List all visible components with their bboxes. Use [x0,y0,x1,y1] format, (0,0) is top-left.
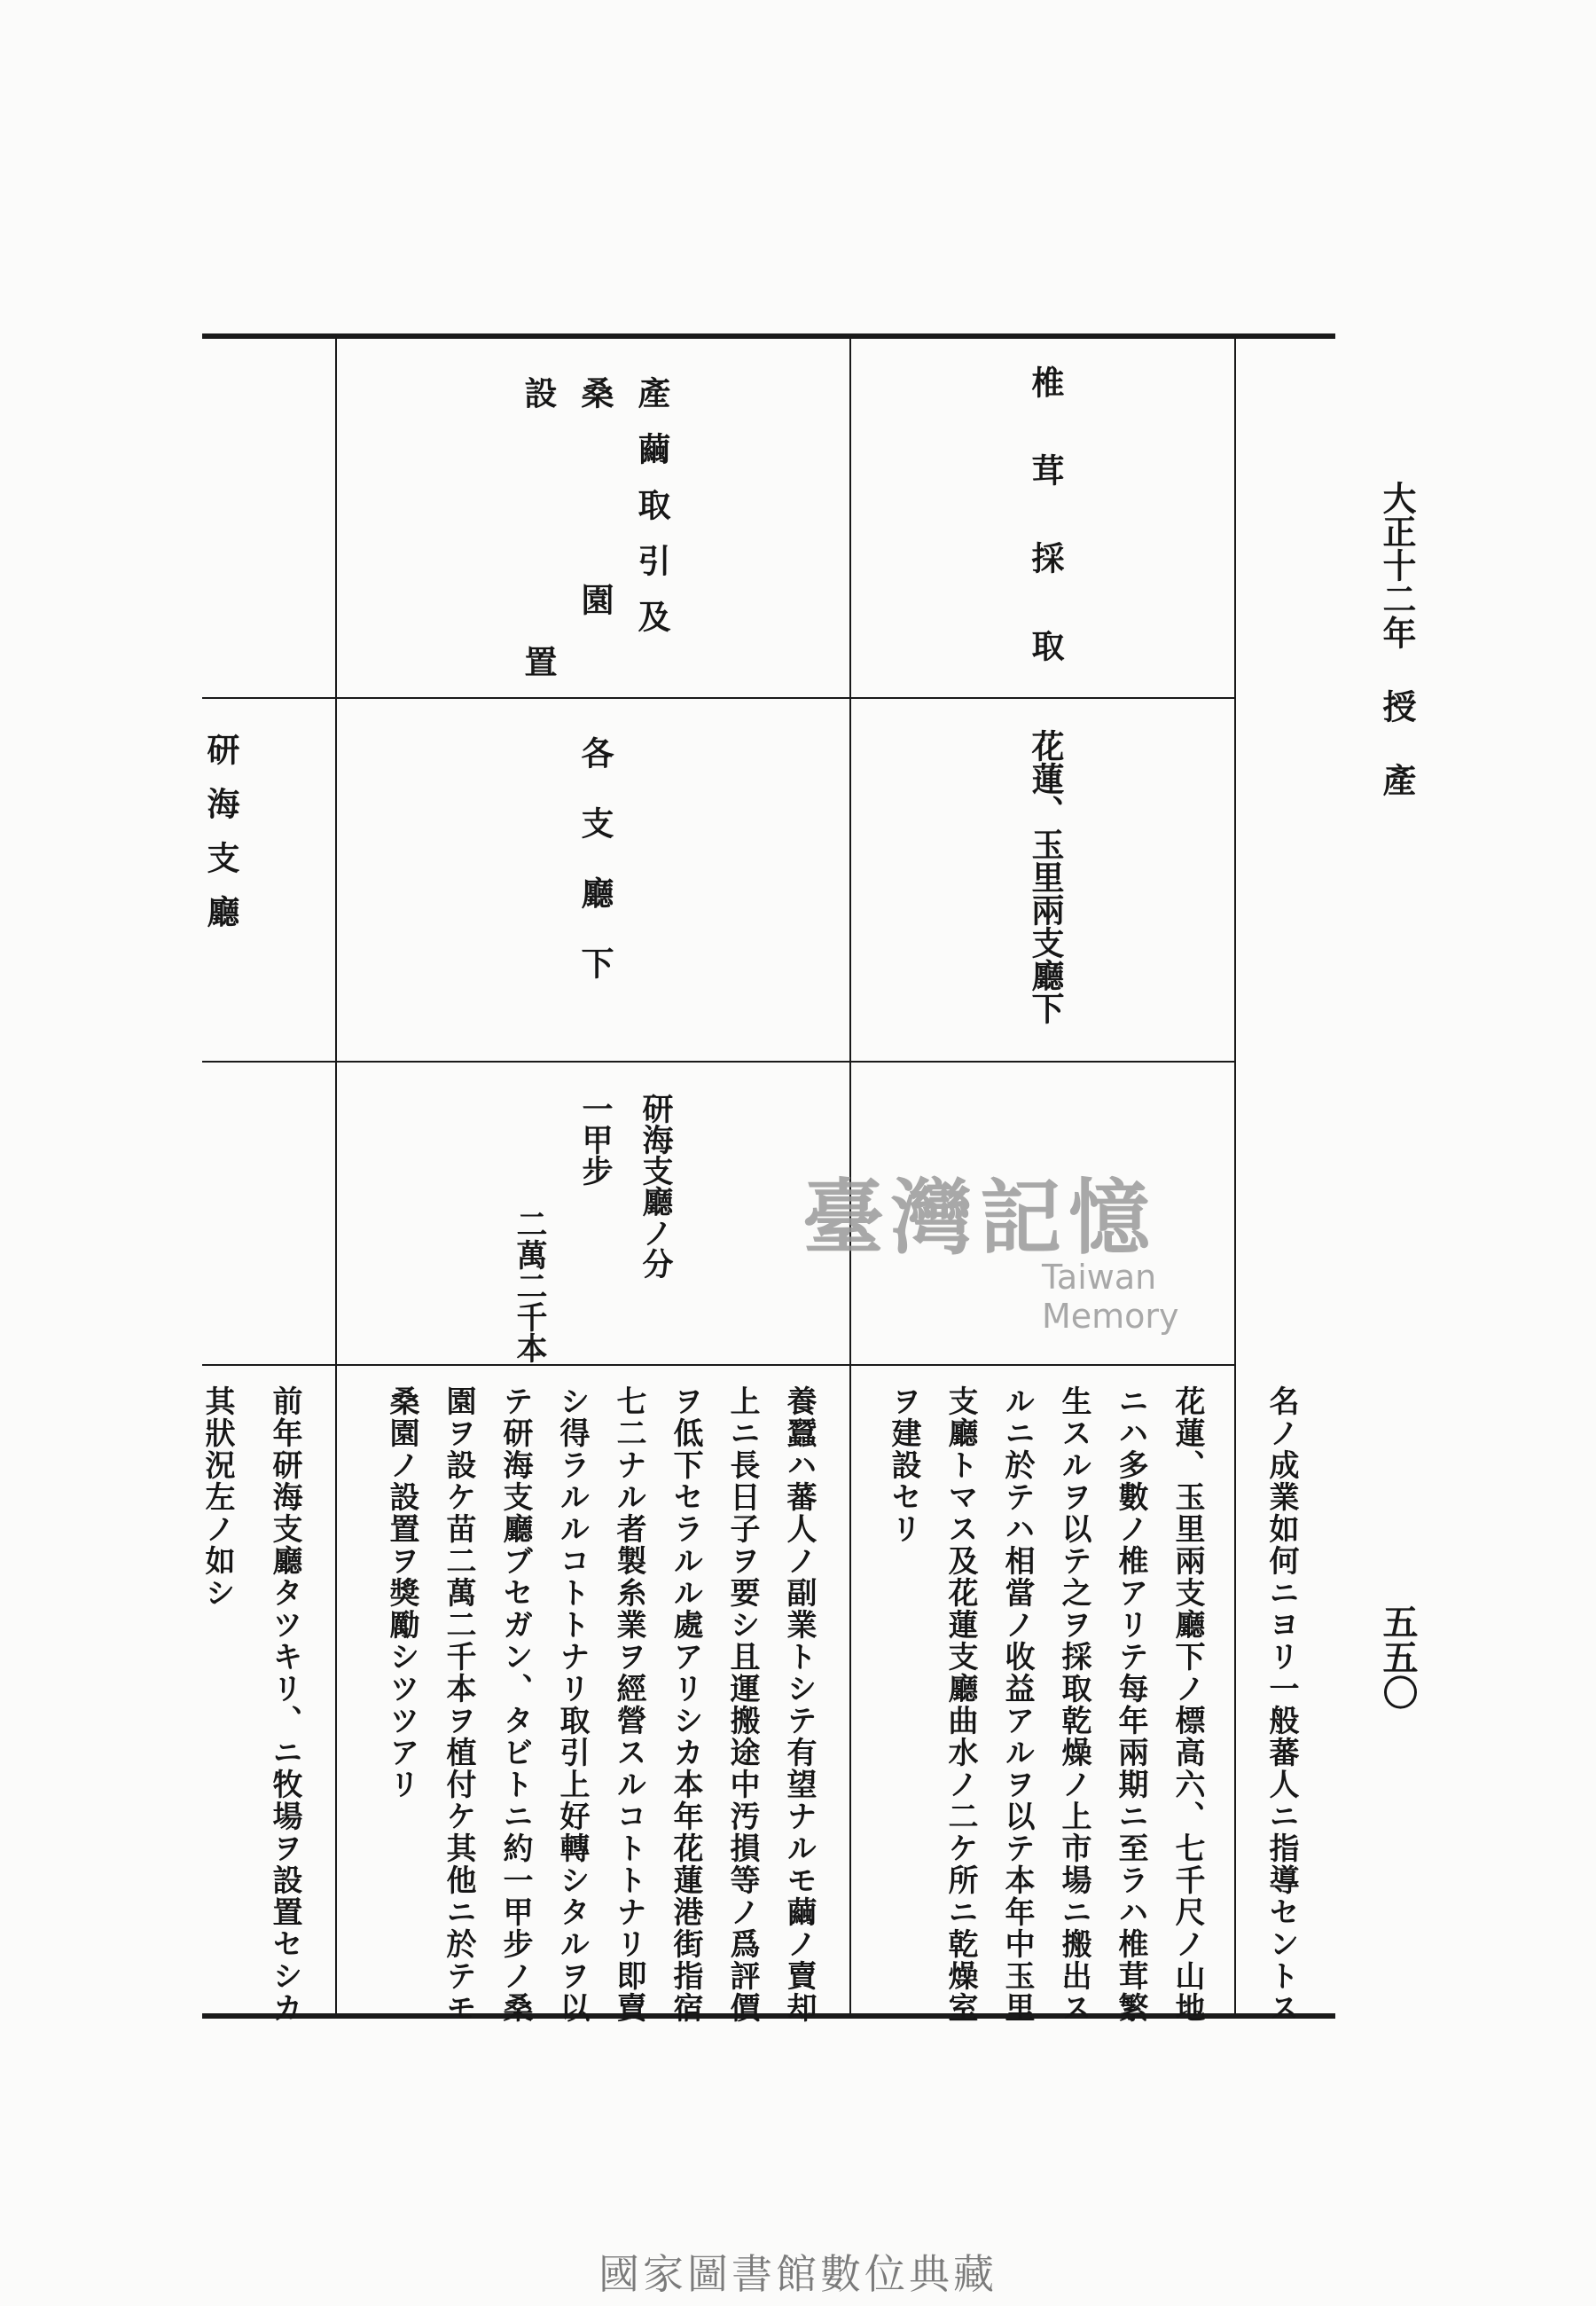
col3-place: 研海支廳 [201,733,240,949]
col1-title: 椎茸採取 [1026,365,1065,717]
col2-text-line: ヲ低下セラルル處アリシカ本年花蓮港街指宿 [668,1385,703,2024]
col2-text-line: 七二ナル者製糸業ヲ經營スルコトトナリ即賣 [611,1385,646,2024]
table-bottom-rule [202,2013,1335,2019]
col1-place: 花蓮、玉里兩支廳下 [1026,729,1065,1024]
row-rule-3 [202,1364,1234,1366]
col2-title-line3: 設置 [519,376,558,914]
running-title: 大正十二年 授 產 [1377,481,1417,796]
col1-text-line: ルニ於テハ相當ノ收益アルヲ以テ本年中玉里 [999,1385,1035,2024]
watermark-cjk: 臺灣記憶 [802,1170,1158,1266]
footer-credit: 國家圖書館數位典藏 [598,2250,998,2298]
col2-text-line: 桑園ノ設置ヲ獎勵シツツアリ [384,1385,419,1800]
col2-area-line1: 研海支廳ノ分 [638,1093,674,1279]
col2-title-line1: 產繭取引及 [632,376,671,655]
intro-text: 名ノ成業如何ニヨリ一般蕃人ニ指導セントス [1264,1385,1299,2024]
page-number: 五五〇 [1377,1604,1419,1710]
col1-text-line: 花蓮、玉里兩支廳下ノ標高六、七千尺ノ山地 [1170,1385,1205,2024]
col1-text-line: ニハ多數ノ椎アリテ每年兩期ニ至ラハ椎茸繁 [1113,1385,1148,2024]
col3-text-line: 前年研海支廳タツキリ、ニ牧場ヲ設置セシカ [267,1385,302,2024]
col2-count: 二萬二千本 [512,1208,548,1363]
col2-text-line: テ研海支廳ブセガン、タビトニ約一甲步ノ桑 [497,1385,533,2024]
table-top-rule [202,333,1335,339]
col2-text-line: 養蠶ハ蕃人ノ副業トシテ有望ナルモ繭ノ賣却 [781,1385,817,2024]
watermark [802,1153,1281,1336]
col2-text-line: シ得ラルルコトトナリ取引上好轉シタルヲ以 [554,1385,590,2024]
col1-text-line: ヲ建設セリ [886,1385,921,1545]
row-rule-2 [202,1061,1234,1063]
col2-place: 各支廳下 [575,736,614,1016]
col2-text-line: 上ニ長日子ヲ要シ且運搬途中汚損等ノ爲評價 [724,1385,760,2024]
col2-area-line2: 一甲步 [577,1093,614,1186]
watermark-en: Taiwan Memory [1042,1258,1179,1336]
col2-title-line2: 桑園 [575,376,614,789]
row-rule-1 [202,697,1234,699]
col3-text-line: 其狀況左ノ如シ [200,1385,235,1609]
col1-text-line: 生スルヲ以テ之ヲ採取乾燥ノ上市場ニ搬出ス [1056,1385,1091,2024]
col2-text-line: 園ヲ設ケ苗二萬二千本ヲ植付ケ其他ニ於テモ [441,1385,476,2024]
col1-text-line: 支廳トマス及花蓮支廳曲水ノ二ケ所ニ乾燥室 [943,1385,978,2024]
table-divider-1 [335,339,337,2013]
